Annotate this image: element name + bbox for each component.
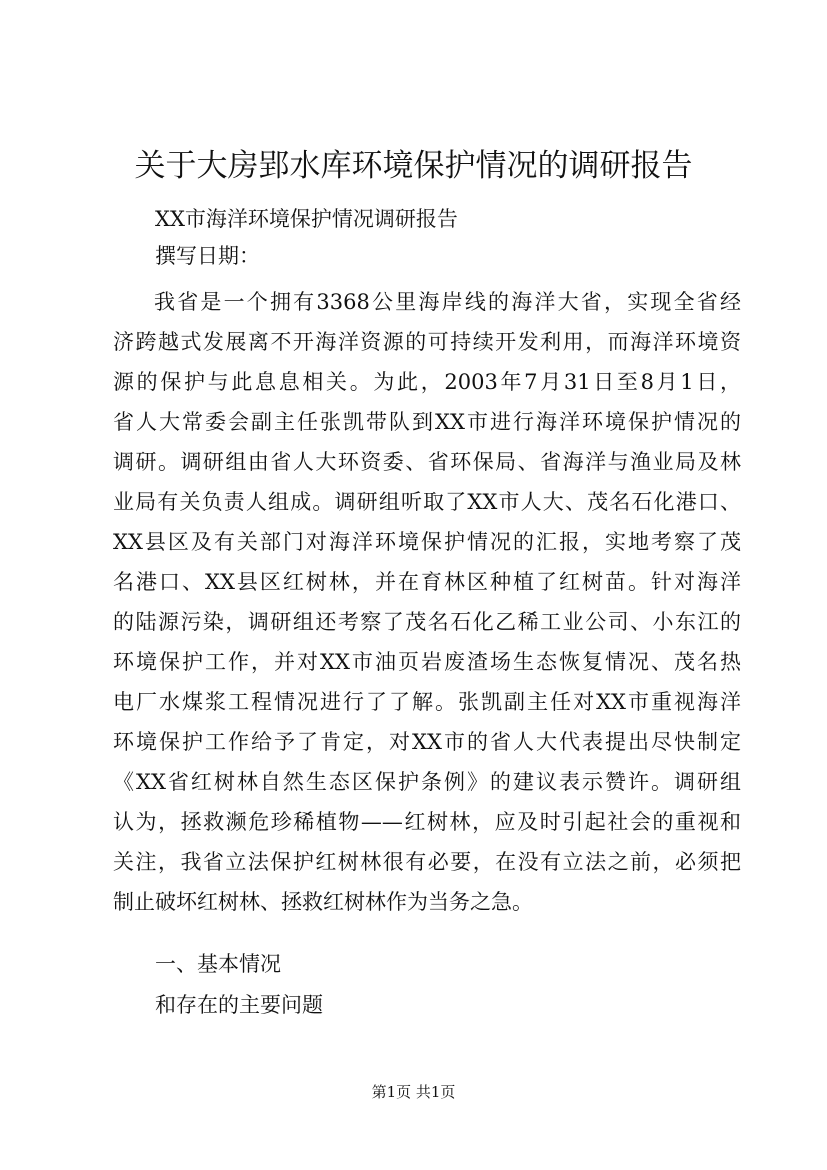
section-subheading: 和存在的主要问题 [155, 993, 323, 1017]
date-label: 撰写日期： [155, 244, 260, 268]
document-title: 关于大房郢水库环境保护情况的调研报告 [134, 148, 693, 184]
paragraph-line: 业局有关负责人组成。调研组听取了XX市人大、茂名石化港口、 [113, 490, 741, 514]
paragraph-line: 《XX省红树林自然生态区保护条例》的建议表示赞许。调研组 [113, 770, 741, 794]
paragraph-line: XX县区及有关部门对海洋环境保护情况的汇报，实地考察了茂 [113, 530, 741, 554]
paragraph-line: 调研。调研组由省人大环资委、省环保局、省海洋与渔业局及林 [113, 450, 741, 474]
document-subtitle: XX市海洋环境保护情况调研报告 [155, 207, 458, 231]
paragraph-line: 源的保护与此息息相关。为此，2003年7月31日至8月1日， [113, 370, 741, 394]
paragraph-line: 关注，我省立法保护红树林很有必要，在没有立法之前，必须把 [113, 850, 741, 874]
paragraph-line: 名港口、XX县区红树林，并在育林区种植了红树苗。针对海洋 [113, 570, 741, 594]
paragraph-line: 省人大常委会副主任张凯带队到XX市进行海洋环境保护情况的 [113, 410, 741, 434]
paragraph-line: 制止破坏红树林、拯救红树林作为当务之急。 [113, 890, 533, 914]
paragraph-line: 的陆源污染，调研组还考察了茂名石化乙稀工业公司、小东江的 [113, 610, 741, 634]
paragraph-line: 电厂水煤浆工程情况进行了了解。张凯副主任对XX市重视海洋 [113, 690, 741, 714]
paragraph-line: 环境保护工作给予了肯定，对XX市的省人大代表提出尽快制定 [113, 730, 741, 754]
section-heading: 一、基本情况 [155, 952, 281, 976]
paragraph-line: 济跨越式发展离不开海洋资源的可持续开发利用，而海洋环境资 [113, 330, 741, 354]
paragraph-line: 认为，拯救濒危珍稀植物——红树林，应及时引起社会的重视和 [113, 810, 741, 834]
paragraph-line: 环境保护工作，并对XX市油页岩废渣场生态恢复情况、茂名热 [113, 650, 741, 674]
paragraph-line: 我省是一个拥有3368公里海岸线的海洋大省，实现全省经 [154, 290, 741, 314]
body-paragraph [113, 282, 741, 922]
page-footer: 第1页 共1页 [371, 1083, 456, 1101]
